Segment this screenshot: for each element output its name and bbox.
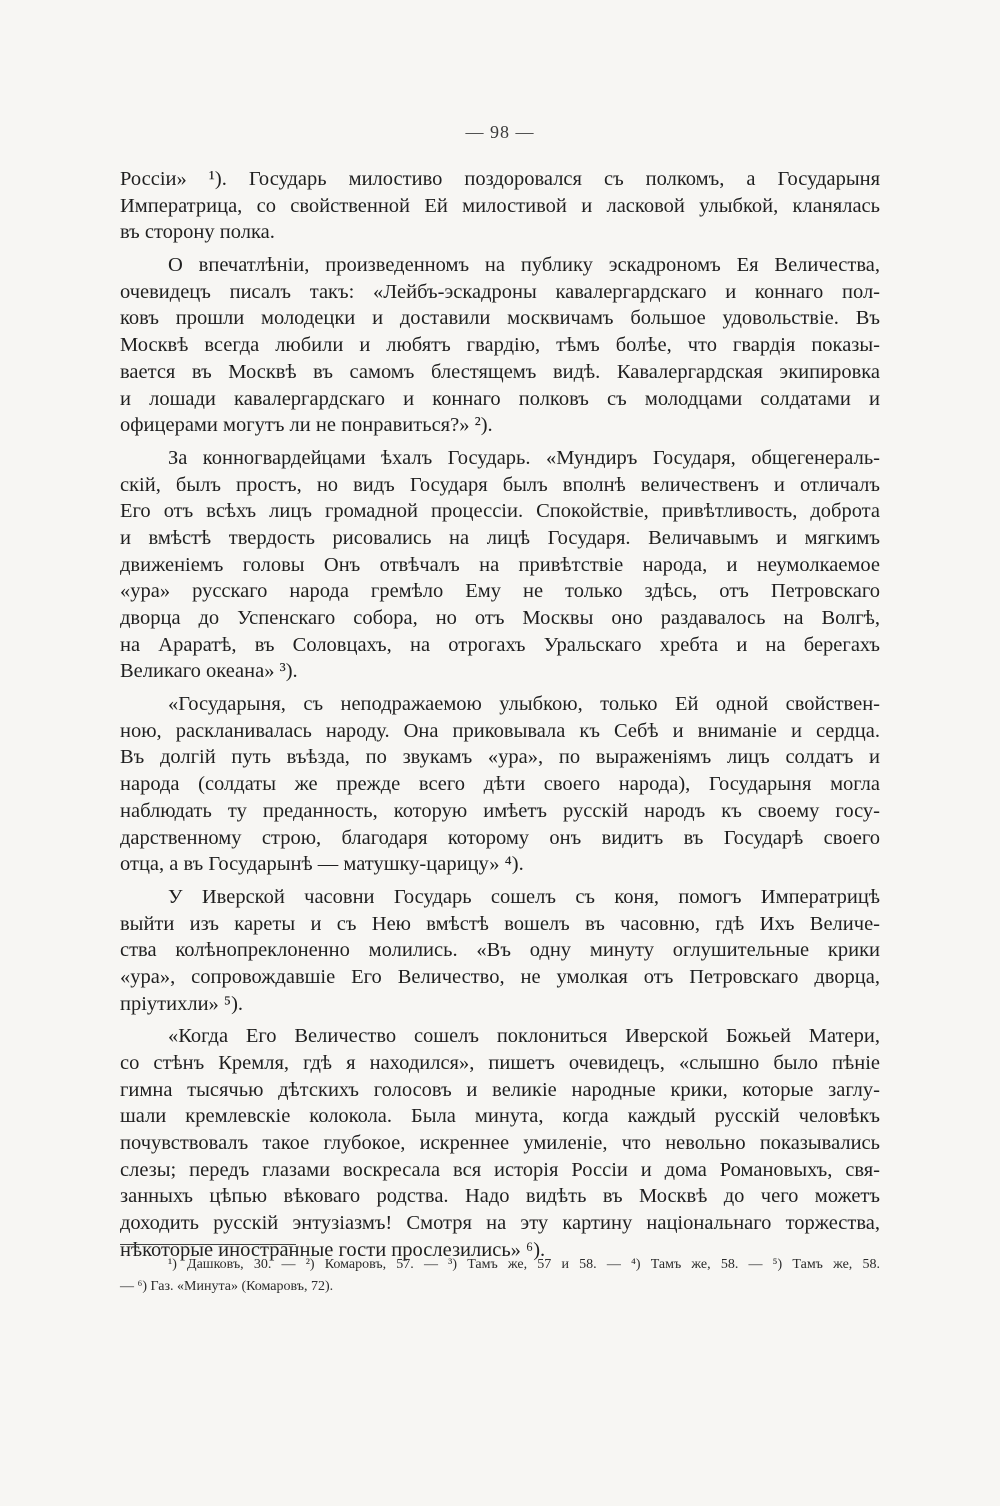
text-line: на Араратѣ, въ Соловцахъ, на отрогахъ Уральскаго хребта и на берегахъ: [120, 633, 880, 656]
text-line: и лошади кавалергардскаго и коннаго полковъ съ молодцами солдатами и: [120, 387, 880, 410]
text-line: очевидецъ писалъ такъ: «Лейбъ-эскадроны кавалергардскаго и коннаго пол-: [120, 280, 880, 303]
text-line: и вмѣстѣ твердость рисовались на лицѣ Государя. Величавымъ и мягкимъ: [120, 526, 880, 549]
text-line: со стѣнъ Кремля, гдѣ я находился», пишетъ очевидецъ, «слышно было пѣніе: [120, 1052, 880, 1074]
text-line: вается въ Москвѣ въ самомъ блестящемъ видѣ. Кавалергардская экипировка: [120, 360, 880, 383]
text-line: выйти изъ кареты и съ Нею вмѣстѣ вошелъ въ часовню, гдѣ Ихъ Величе-: [120, 912, 880, 935]
footnotes: [120, 1254, 880, 1298]
text-line: ною, раскланивалась народу. Она приковывала къ Себѣ и вниманіе и сердца.: [120, 719, 880, 742]
text-line: пріутихли» ⁵).: [120, 992, 244, 1015]
text-line: дарственному строю, благодаря которому онъ видитъ въ Государѣ своего: [120, 826, 880, 849]
text-line: Его отъ всѣхъ лицъ громадной процессіи. Спокойствіе, привѣтливость, доброта: [120, 500, 880, 523]
text-line: Императрица, со свойственной Ей милостивой и ласковой улыбкой, кланялась: [120, 194, 880, 217]
text-line: Москвѣ всегда любили и любятъ гвардію, тѣмъ болѣе, что гвардія показы-: [120, 334, 880, 357]
text-line: «ура», сопровождавшіе Его Величество, не умолкая отъ Петровскаго дворца,: [120, 965, 880, 988]
text-line: отца, а въ Государынѣ — матушку-царицу» ⁴).: [120, 853, 524, 876]
text-line: слезы; передъ глазами воскресала вся исторія Россіи и дома Романовыхъ, свя-: [120, 1158, 880, 1181]
text-line: занныхъ цѣпью вѣковаго родства. Надо видѣть въ Москвѣ до чего можетъ: [120, 1185, 880, 1208]
text-line: скій, былъ простъ, но видъ Государя былъ вполнѣ величественъ и отличалъ: [120, 473, 880, 496]
page-number: — 98 —: [465, 122, 535, 142]
text-line: въ сторону полка.: [120, 221, 275, 244]
text-line: офицерами могутъ ли не понравиться?» ²).: [120, 414, 493, 437]
text-line: шали кремлевскіе колокола. Была минута, когда каждый русскій человѣкъ: [120, 1105, 880, 1128]
text-line: ковъ прошли молодецки и доставили москвичамъ большое удовольствіе. Въ: [120, 307, 880, 330]
text-line: Въ долгій путь въѣзда, по звукамъ «ура», по выраженіямъ лицъ солдатъ и: [120, 746, 880, 769]
text-line: доходить русскій энтузіазмъ! Смотря на эту картину національнаго торжества,: [120, 1212, 880, 1235]
footnote-line: ¹) Дашковъ, 30. — ²) Комаровъ, 57. — ³) Тамъ же, 57 и 58. — ⁴) Тамъ же, 58. — ⁵) Тамъ же, 58.: [168, 1257, 880, 1272]
text-line: дворца до Успенскаго собора, но отъ Москвы оно раздавалось на Волгѣ,: [120, 607, 880, 629]
text-line: ства колѣнопреклоненно молились. «Въ одну минуту оглушительные крики: [120, 939, 880, 962]
text-line: «Государыня, съ неподражаемою улыбкою, только Ей одной свойствен-: [168, 693, 880, 716]
text-line: народа (солдаты же прежде всего дѣти своего народа), Государыня могла: [120, 773, 880, 796]
text-line: нѣкоторые иностранные гости прослезились» ⁶).: [120, 1238, 546, 1261]
paragraph: [120, 691, 880, 878]
footnote-line: — ⁶) Газ. «Минута» (Комаровъ, 72).: [120, 1279, 334, 1294]
paragraph: [120, 1023, 880, 1263]
text-line: Великаго океана» ³).: [120, 660, 298, 683]
text-line: За конногвардейцами ѣхалъ Государь. «Мундиръ Государя, общегенераль-: [168, 446, 880, 469]
text-line: наблюдать ту преданность, которую имѣетъ русскій народъ къ своему госу-: [120, 799, 880, 822]
text-line: движеніемъ головы Онъ отвѣчалъ на привѣтствіе народа, и неумолкаемое: [120, 553, 880, 576]
text-line: «ура» русскаго народа гремѣло Ему не только здѣсь, отъ Петровскаго: [120, 580, 880, 603]
text-line: гимна тысячью дѣтскихъ голосовъ и великіе народные крики, которые заглу-: [120, 1078, 880, 1101]
text-line: У Иверской часовни Государь сошелъ съ коня, помогъ Императрицѣ: [168, 885, 880, 908]
text-line: почувствовалъ такое глубокое, искреннее умиленіе, что невольно показывались: [120, 1132, 880, 1155]
text-line: «Когда Его Величество сошелъ поклониться Иверской Божьей Матери,: [168, 1025, 880, 1048]
paragraph: [120, 252, 880, 439]
main-text: [120, 166, 880, 1270]
text-line: О впечатлѣніи, произведенномъ на публику эскадрономъ Ея Величества,: [168, 254, 880, 277]
paragraph: [120, 166, 880, 246]
paragraph: [120, 884, 880, 1017]
text-line: Россіи» ¹). Государь милостиво поздоровался съ полкомъ, а Государыня: [120, 168, 880, 190]
footnote-divider: [120, 1244, 296, 1245]
paragraph: [120, 445, 880, 685]
